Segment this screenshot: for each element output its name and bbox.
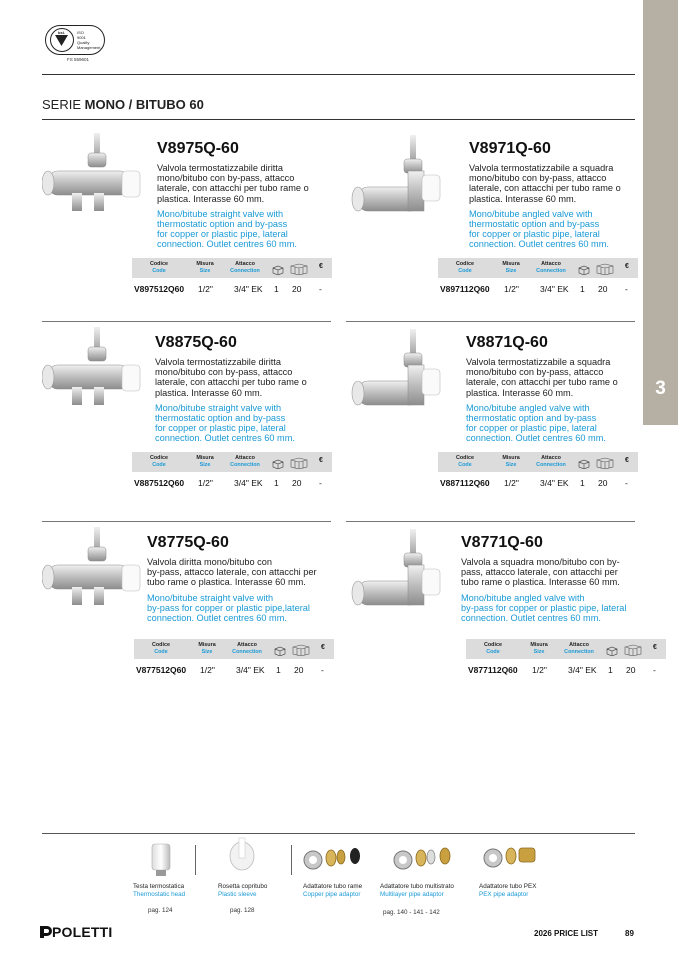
- description-italian: [147, 557, 317, 588]
- product-code: V8975Q-60: [157, 140, 239, 157]
- description-line: for copper or plastic pipe, lateral: [466, 423, 597, 434]
- accessory-separator: [195, 845, 196, 875]
- header-conn-it: Attacco: [237, 642, 257, 648]
- poletti-logo-icon: [38, 925, 52, 938]
- accessory-it: Adattatore tubo multistrato: [380, 883, 454, 890]
- description-line: Mono/bitube angled valve with: [469, 208, 593, 219]
- page-number: 89: [625, 929, 634, 938]
- price-table: [132, 258, 332, 296]
- header-size: [190, 261, 220, 274]
- table-row: [132, 472, 332, 490]
- header-conn-en: Connection: [230, 461, 260, 468]
- description-line: laterale, con attacchi per tubo rame o: [155, 377, 307, 388]
- header-size-en: Size: [201, 648, 213, 655]
- product-v8775q-60: [42, 527, 332, 707]
- row-divider: [42, 521, 331, 522]
- table-row: [438, 278, 638, 296]
- product-v8975q-60: [42, 133, 332, 313]
- header-size: [496, 261, 526, 274]
- description-line: by-pass, attacco laterale, con attacchi per: [147, 567, 317, 578]
- description-line: connection. Outlet centres 60 mm.: [155, 433, 295, 444]
- description-line: connection. Outlet centres 60 mm.: [469, 239, 609, 250]
- description-line: mono/bitubo con by-pass, attacco: [157, 173, 295, 184]
- description-italian: [466, 357, 618, 398]
- description-line: connection. Outlet centres 60 mm.: [461, 613, 601, 623]
- product-code: V8971Q-60: [469, 140, 551, 157]
- row-divider: [346, 321, 635, 322]
- valve-angled-icon: [350, 529, 460, 639]
- header-code-en: Code: [154, 648, 168, 655]
- section-prefix: SERIE: [42, 97, 85, 112]
- row-carton-qty: 20: [294, 665, 304, 675]
- header-conn-it: Attacco: [569, 642, 589, 648]
- row-price: -: [653, 665, 656, 675]
- description-line: for copper or plastic pipe, lateral: [155, 423, 286, 434]
- cert-line: ISO: [77, 30, 84, 35]
- header-connection: [530, 455, 572, 468]
- row-size: 1/2": [504, 478, 519, 488]
- description-line: laterale, con attacchi per tubo rame o: [469, 183, 621, 194]
- row-pack-qty: 1: [274, 478, 279, 488]
- description-english: [157, 209, 297, 250]
- description-line: laterale, con attacchi per tubo rame o: [157, 183, 309, 194]
- description-line: plastica. Interasse 60 mm.: [466, 387, 574, 398]
- table-header: [134, 639, 334, 659]
- header-price: €: [625, 263, 629, 270]
- header-code-it: Codice: [150, 261, 168, 267]
- description-line: mono/bitubo con by-pass, attacco: [469, 173, 607, 184]
- accessory-en: Copper pipe adaptor: [303, 890, 361, 898]
- accessories-divider: [42, 833, 635, 834]
- description-line: connection. Outlet centres 60 mm.: [147, 613, 287, 623]
- header-code: [144, 642, 178, 655]
- header-price: €: [321, 644, 325, 651]
- table-header: [438, 452, 638, 472]
- product-v8875q-60: [42, 327, 332, 507]
- description-line: plastica. Interasse 60 mm.: [157, 193, 265, 204]
- row-price: -: [625, 478, 628, 488]
- header-conn-en: Connection: [232, 648, 262, 655]
- description-english: [155, 403, 295, 444]
- header-conn-en: Connection: [536, 267, 566, 274]
- product-v8871q-60: [350, 327, 640, 507]
- description-line: thermostatic option and by-pass: [155, 413, 286, 423]
- row-size: 1/2": [198, 478, 213, 488]
- table-row: [438, 472, 638, 490]
- header-code-it: Codice: [484, 642, 502, 648]
- table-row: [132, 278, 332, 296]
- description-line: thermostatic option and by-pass: [466, 413, 597, 423]
- header-connection: [530, 261, 572, 274]
- header-conn-it: Attacco: [541, 455, 561, 461]
- row-price: -: [625, 284, 628, 294]
- table-header: [132, 258, 332, 278]
- description-line: plastica. Interasse 60 mm.: [155, 387, 263, 398]
- accessory-en: Thermostatic head: [133, 890, 186, 898]
- cert-line: 9001: [77, 35, 86, 40]
- row-code: V887512Q60: [134, 478, 185, 488]
- accessory-page: pag. 128: [230, 907, 255, 914]
- row-code: V897512Q60: [134, 284, 185, 294]
- row-size: 1/2": [200, 665, 215, 675]
- row-connection: 3/4" EK: [234, 478, 263, 488]
- valve-straight-icon: [42, 527, 152, 637]
- header-size: [190, 455, 220, 468]
- table-header: [466, 639, 666, 659]
- header-conn-it: Attacco: [235, 261, 255, 267]
- header-code: [142, 261, 176, 274]
- header-conn-it: Attacco: [235, 455, 255, 461]
- header-code-en: Code: [458, 461, 472, 468]
- thermostatic-head-icon: [148, 842, 174, 878]
- accessory-en: Multilayer pipe adaptor: [380, 890, 444, 898]
- description-line: Valvola termostatizzabile diritta: [157, 163, 283, 173]
- description-line: Valvola a squadra mono/bitubo con by-: [461, 557, 620, 567]
- description-english: [469, 209, 609, 250]
- description-line: by-pass for copper or plastic pipe, lateral: [461, 602, 627, 613]
- accessory-it: Adattatore tubo rame: [303, 883, 363, 890]
- description-line: Mono/bitube straight valve with: [147, 592, 274, 603]
- header-conn-en: Connection: [536, 461, 566, 468]
- header-price: €: [625, 457, 629, 464]
- row-carton-qty: 20: [626, 665, 636, 675]
- row-carton-qty: 20: [292, 478, 302, 488]
- accessory-it: Adattatore tubo PEX: [479, 883, 537, 890]
- product-code: V8775Q-60: [147, 534, 229, 551]
- header-size-it: Misura: [198, 642, 216, 648]
- row-carton-qty: 20: [598, 478, 608, 488]
- header-price: €: [319, 263, 323, 270]
- header-size-en: Size: [505, 267, 517, 274]
- accessory-label: [303, 883, 362, 898]
- section-name: MONO / BITUBO 60: [84, 97, 204, 112]
- description-line: Valvola termostatizzabile a squadra: [469, 163, 614, 173]
- header-size-en: Size: [505, 461, 517, 468]
- accessory-page: pag. 124: [148, 907, 173, 914]
- description-line: Mono/bitube straight valve with: [155, 402, 282, 413]
- accessory-separator: [291, 845, 292, 875]
- header-code: [448, 455, 482, 468]
- copper-adaptor-icon: [303, 846, 363, 872]
- description-line: Mono/bitube straight valve with: [157, 208, 284, 219]
- header-size: [496, 455, 526, 468]
- description-line: by-pass for copper or plastic pipe,lateral: [147, 602, 310, 613]
- header-code-it: Codice: [150, 455, 168, 461]
- price-table: [438, 452, 638, 490]
- header-connection: [224, 455, 266, 468]
- row-divider: [346, 521, 635, 522]
- accessory-en: PEX pipe adaptor: [479, 890, 529, 898]
- header-code-en: Code: [152, 267, 166, 274]
- row-pack-qty: 1: [580, 478, 585, 488]
- brand-logo: [38, 924, 113, 940]
- description-italian: [157, 163, 309, 204]
- header-size: [524, 642, 554, 655]
- multilayer-adaptor-icon: [393, 846, 453, 872]
- valve-angled-icon: [350, 135, 460, 245]
- description-line: Mono/bitube angled valve with: [466, 402, 590, 413]
- row-connection: 3/4" EK: [540, 478, 569, 488]
- valve-straight-icon: [42, 133, 152, 243]
- row-divider: [42, 321, 331, 322]
- row-price: -: [321, 665, 324, 675]
- chapter-tab: [643, 0, 678, 425]
- cert-emblem-icon: [50, 28, 74, 52]
- row-pack-qty: 1: [580, 284, 585, 294]
- header-conn-en: Connection: [564, 648, 594, 655]
- header-code-en: Code: [458, 267, 472, 274]
- row-price: -: [319, 284, 322, 294]
- header-code-en: Code: [152, 461, 166, 468]
- description-line: connection. Outlet centres 60 mm.: [466, 433, 606, 444]
- header-size-en: Size: [199, 267, 211, 274]
- section-title: [42, 97, 204, 112]
- header-connection: [226, 642, 268, 655]
- header-price: €: [319, 457, 323, 464]
- valve-straight-icon: [42, 327, 152, 437]
- accessory-label: [133, 883, 185, 898]
- section-divider: [42, 119, 635, 120]
- header-conn-en: Connection: [230, 267, 260, 274]
- accessory-it: Rosetta copritubo: [218, 883, 268, 890]
- cert-line: Quality: [77, 40, 90, 45]
- row-code: V877112Q60: [468, 665, 518, 675]
- header-size-it: Misura: [196, 261, 214, 267]
- description-line: Valvola diritta mono/bitubo con: [147, 557, 272, 567]
- product-v8771q-60: [350, 527, 657, 707]
- description-line: Valvola termostatizzabile diritta: [155, 357, 281, 367]
- price-table: [134, 639, 334, 677]
- header-code-en: Code: [486, 648, 500, 655]
- product-code: V8871Q-60: [466, 334, 548, 351]
- cert-text: [77, 30, 100, 50]
- header-code-it: Codice: [456, 455, 474, 461]
- row-pack-qty: 1: [274, 284, 279, 294]
- description-line: for copper or plastic pipe, lateral: [469, 229, 600, 240]
- header-size-it: Misura: [196, 455, 214, 461]
- description-line: mono/bitubo con by-pass, attacco: [466, 367, 604, 378]
- description-italian: [461, 557, 620, 588]
- header-code-it: Codice: [456, 261, 474, 267]
- header-price: €: [653, 644, 657, 651]
- header-code: [448, 261, 482, 274]
- header-divider: [42, 74, 635, 75]
- row-code: V897112Q60: [440, 284, 490, 294]
- price-table: [438, 258, 638, 296]
- header-connection: [224, 261, 266, 274]
- accessory-label: [380, 883, 454, 898]
- row-connection: 3/4" EK: [236, 665, 265, 675]
- price-table: [132, 452, 332, 490]
- description-line: mono/bitubo con by-pass, attacco: [155, 367, 293, 378]
- cert-badge: [45, 25, 105, 55]
- accessory-label: [479, 883, 536, 898]
- table-header: [438, 258, 638, 278]
- chapter-number: 3: [655, 378, 666, 399]
- price-table: [466, 639, 666, 677]
- accessory-it: Testa termostatica: [133, 883, 185, 890]
- row-size: 1/2": [198, 284, 213, 294]
- pex-adaptor-icon: [483, 844, 541, 870]
- row-pack-qty: 1: [276, 665, 281, 675]
- header-size-en: Size: [533, 648, 545, 655]
- header-size-it: Misura: [530, 642, 548, 648]
- header-size: [192, 642, 222, 655]
- valve-angled-icon: [350, 329, 460, 439]
- row-pack-qty: 1: [608, 665, 613, 675]
- header-size-en: Size: [199, 461, 211, 468]
- accessory-en: Plastic sleeve: [218, 890, 257, 898]
- footer-price-list: 2026 PRICE LIST: [534, 929, 599, 938]
- description-line: tubo rame o plastica. Interasse 60 mm.: [147, 577, 306, 588]
- description-line: Valvola termostatizzabile a squadra: [466, 357, 611, 367]
- row-connection: 3/4" EK: [540, 284, 569, 294]
- header-code: [476, 642, 510, 655]
- header-conn-it: Attacco: [541, 261, 561, 267]
- description-line: laterale, con attacchi per tubo rame o: [466, 377, 618, 388]
- row-size: 1/2": [532, 665, 547, 675]
- description-line: Mono/bitube angled valve with: [461, 592, 585, 603]
- header-size-it: Misura: [502, 455, 520, 461]
- row-size: 1/2": [504, 284, 519, 294]
- description-line: tubo rame o plastica. Interasse 60 mm.: [461, 577, 620, 588]
- row-price: -: [319, 478, 322, 488]
- table-row: [466, 659, 666, 677]
- header-size-it: Misura: [502, 261, 520, 267]
- description-line: connection. Outlet centres 60 mm.: [157, 239, 297, 250]
- description-english: [466, 403, 606, 444]
- accessory-label: [218, 883, 267, 898]
- row-connection: 3/4" EK: [234, 284, 263, 294]
- header-code: [142, 455, 176, 468]
- description-line: pass, attacco laterale, con attacchi per: [461, 567, 618, 578]
- description-line: thermostatic option and by-pass: [157, 219, 288, 229]
- accessory-page: pag. 140 - 141 - 142: [383, 909, 440, 916]
- row-connection: 3/4" EK: [568, 665, 597, 675]
- description-line: plastica. Interasse 60 mm.: [469, 193, 577, 204]
- description-italian: [469, 163, 621, 204]
- row-code: V887112Q60: [440, 478, 490, 488]
- product-code: V8771Q-60: [461, 534, 543, 551]
- certification-logo: [45, 23, 107, 65]
- svg-text:bsi.: bsi.: [58, 30, 65, 35]
- brand-name: POLETTI: [52, 924, 113, 940]
- table-row: [134, 659, 334, 677]
- header-code-it: Codice: [152, 642, 170, 648]
- description-english: [147, 593, 310, 624]
- description-italian: [155, 357, 307, 398]
- description-line: thermostatic option and by-pass: [469, 219, 600, 229]
- product-v8971q-60: [350, 133, 640, 313]
- cert-line: Management: [77, 45, 101, 50]
- product-code: V8875Q-60: [155, 334, 237, 351]
- row-carton-qty: 20: [598, 284, 608, 294]
- row-code: V877512Q60: [136, 665, 187, 675]
- description-english: [461, 593, 626, 624]
- table-header: [132, 452, 332, 472]
- description-line: for copper or plastic pipe, lateral: [157, 229, 288, 240]
- plastic-sleeve-icon: [228, 836, 256, 872]
- row-carton-qty: 20: [292, 284, 302, 294]
- header-connection: [558, 642, 600, 655]
- cert-number: FS 559601: [67, 57, 90, 62]
